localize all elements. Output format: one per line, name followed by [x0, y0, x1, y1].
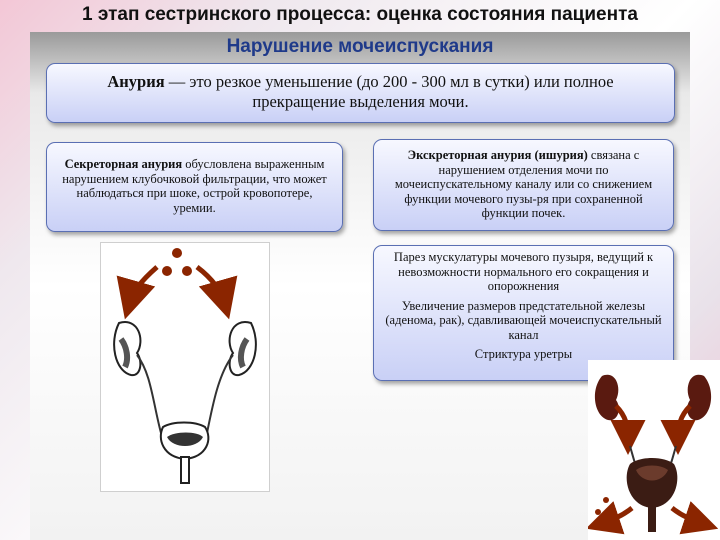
secretory-term: Секреторная анурия — [64, 157, 183, 171]
slide-title: 1 этап сестринского процесса: оценка состояния пациента — [82, 4, 638, 25]
excretory-term: Экскреторная анурия (ишурия) — [407, 148, 588, 162]
excretory-anuria-box — [373, 139, 674, 231]
slide-subtitle: Нарушение мочеиспускания — [226, 36, 494, 57]
definition-text: — это резкое уменьшение (до 200 - 300 мл в сутки) или полное прекращение выделения мочи. — [164, 72, 614, 111]
definition-term: Анурия — [107, 72, 165, 91]
cause-item-prostate: Увеличение размеров предстательной железы (аденома, рак), сдавливающей мочеиспускательный канал — [385, 298, 662, 342]
cause-item-paresis: Парез мускулатуры мочевого пузыря, ведущий к невозможности нормального его сокращения и опорожнения — [393, 250, 654, 293]
cause-item-stricture: Стриктура уретры — [474, 347, 573, 361]
secretory-anuria-diagram-icon — [100, 242, 270, 492]
secretory-anuria-box — [46, 142, 343, 232]
excretory-anuria-diagram-icon — [588, 360, 720, 540]
excretory-text: связана с нарушением отделения мочи по мочеиспускательному каналу или со снижением функции мочевого пузы-ря при сохраненной функции почек. — [394, 148, 653, 220]
definition-box — [46, 63, 675, 123]
secretory-text: обусловлена выраженным нарушением клубочковой фильтрации, что может наблюдаться при шоке, острой кровопотере, уремии. — [62, 157, 327, 215]
